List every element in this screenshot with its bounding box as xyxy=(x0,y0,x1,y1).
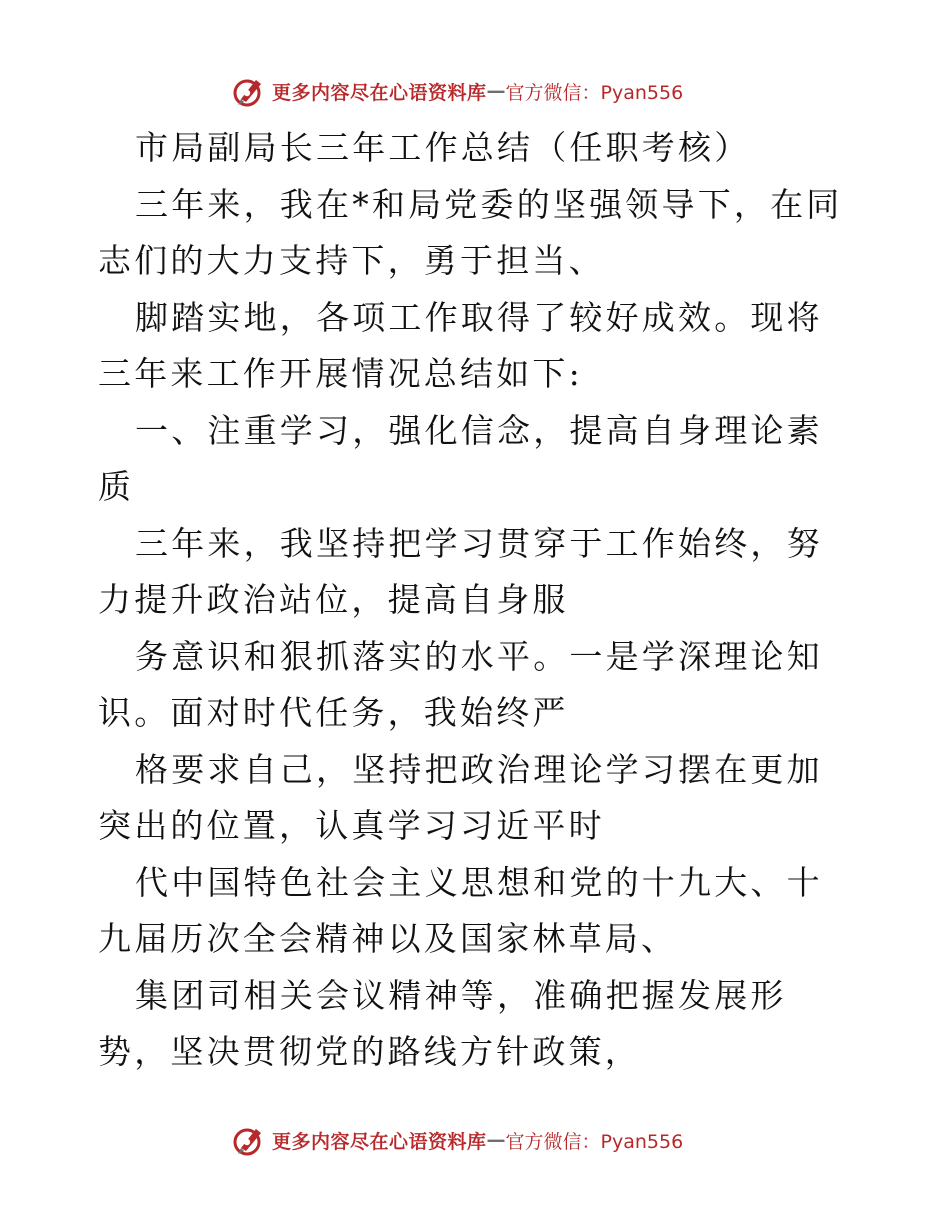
banner-site-text: 更多内容尽在心语资料库 xyxy=(272,1130,487,1153)
header-banner xyxy=(232,73,683,109)
banner-separator: — xyxy=(486,80,506,102)
banner-contact-text: 官方微信：Pyan556 xyxy=(505,1130,684,1153)
paragraph: 脚踏实地，各项工作取得了较好成效。现将三年来工作开展情况总结如下: xyxy=(98,297,823,393)
document-body xyxy=(98,120,858,1081)
paragraph: 代中国特色社会主义思想和党的十九大、十九届历次全会精神以及国家林草局、 xyxy=(98,862,823,958)
banner-contact-text: 官方微信：Pyan556 xyxy=(505,81,684,104)
banner-site-text: 更多内容尽在心语资料库 xyxy=(272,81,487,104)
banner-separator: — xyxy=(486,1129,506,1151)
pen-nib-logo-icon xyxy=(232,1123,266,1157)
footer-banner xyxy=(232,1122,683,1158)
pen-nib-logo-icon xyxy=(232,74,266,108)
paragraph: 三年来，我在*和局党委的坚强领导下，在同志们的大力支持下，勇于担当、 xyxy=(98,184,843,280)
paragraph: 集团司相关会议精神等，准确把握发展形势，坚决贯彻党的路线方针政策， xyxy=(98,975,787,1071)
document-title: 市局副局长三年工作总结（任职考核） xyxy=(135,128,751,167)
paragraph: 格要求自己，坚持把政治理论学习摆在更加突出的位置，认真学习习近平时 xyxy=(98,749,823,845)
section-heading: 一、注重学习，强化信念，提高自身理论素质 xyxy=(98,410,823,506)
paragraph: 三年来，我坚持把学习贯穿于工作始终，努力提升政治站位，提高自身服 xyxy=(98,523,823,619)
paragraph: 务意识和狠抓落实的水平。一是学深理论知识。面对时代任务，我始终严 xyxy=(98,636,823,732)
